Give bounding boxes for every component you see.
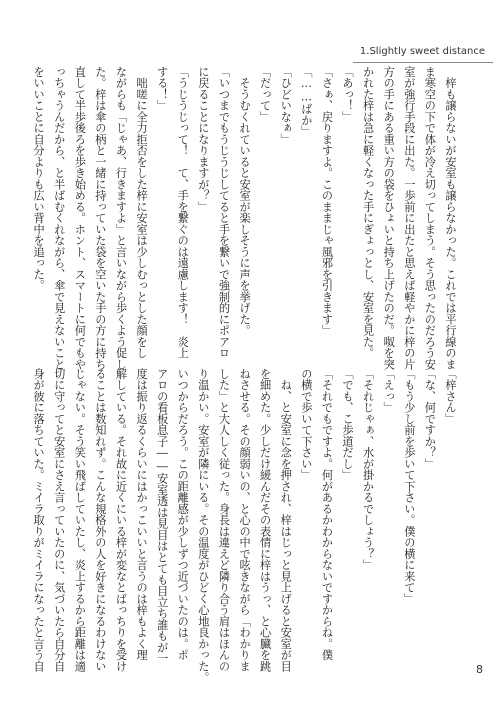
text-column: じゃない。そう笑い飛ばしていたし、炎上するから距離は適 [73, 368, 87, 672]
text-column: 「……ばか」 [299, 66, 313, 138]
text-column: 梓も譲らないが安室も譲らなかった。これでは平行線のま [444, 66, 457, 370]
text-column: 「いつまでもうじうじしてると手を繋いで強制的にポアロ [217, 66, 231, 359]
text-column: 「それでもですよ。何があるかわからないですからね。僕 [320, 368, 334, 661]
text-column: する！」 [155, 66, 169, 111]
text-column: 「だって」 [258, 66, 272, 123]
upper-text-block [32, 66, 460, 370]
text-column: 方の手にある重い方の袋をひょいと持ち上げたのだ。呶を突 [382, 66, 396, 370]
text-column: に戻ることになりますが？」 [196, 66, 210, 213]
running-title: 1.Slightly sweet distance [355, 46, 485, 57]
text-column: いつからだろう。この距離感が少しずつ近づいたのは。ポ [176, 368, 190, 661]
text-column: 「えっ」 [382, 368, 396, 413]
text-column: 「でも、こ歩道だし」 [341, 368, 355, 481]
text-column: 「さぁ、戻りますよ。このままじゃ風邪を引きます」 [320, 66, 334, 336]
text-column: 「うじうじって！ て、手を繋ぐのは遠慮します！ 炎上 [176, 66, 190, 359]
page-number: 8 [476, 663, 483, 676]
text-column: っちゃうんだから、と半ばむくれながら、傘で見えないこと [52, 66, 66, 370]
text-column: 「ひどいなぁ」 [279, 66, 293, 145]
text-column: 直して半歩後ろを歩き始める。ホント、スマートに何でもや [73, 66, 87, 370]
text-column: ま寒空の下で体が冷え切ってしまう。そう思ったのだろう安 [423, 66, 437, 370]
lower-text-block [32, 368, 460, 683]
text-column: した」と大人しく従った。身長は違えど隣り合う肩はほんの [217, 368, 231, 672]
text-column: の横で歩いて下さい」 [299, 368, 313, 481]
text-column: ね、と安室に念を押され、梓はじっと見上げると安室が目 [279, 368, 293, 672]
text-column: ることは数知れず。こんな規格外の人を好きになるわけない [93, 368, 107, 672]
text-column: そうむくれていると安室が楽しそうに声を挙げた。 [238, 66, 252, 336]
text-column: アロの看板息子――安室透は見目はとても目立ち誰もが一 [155, 368, 169, 665]
text-column: ねさせる。その顔弱いの、と心の中で呟きながら「わかりま [238, 368, 252, 672]
text-column: 「梓さん」 [444, 368, 457, 425]
text-column: を細めた。少しだけ緩んだその表情に梓はうっ、と心臓を跳 [258, 368, 272, 672]
text-column: 身が彼に落ちていた。ミイラ取りがミイラになったと言う自 [32, 368, 46, 672]
text-column: 解している。それ故に近くにいる梓が変なとばっちりを受け [114, 368, 128, 672]
text-column: た。梓は傘の柄と一緒に持っていた袋を空いた手の方に持ち [93, 66, 107, 370]
text-column: 「それじゃぁ、水が掛かるでしょう？」 [361, 368, 375, 571]
text-column: をいいことに自分よりも広い背中を追った。 [32, 66, 46, 291]
text-column: り温かい。安室が隣にいる。その温度がひどく心地良かった。 [196, 368, 210, 683]
text-column: 室が強行手段に出た。一歩前に出たと思えば軽やかに梓の片 [402, 66, 416, 370]
text-column: 咄嗟に全力拒否をした梓に安室は少しむっとした顔をし [135, 66, 149, 359]
text-column: 「もう少し前を歩いて下さい。僕の横に来て」 [402, 368, 416, 605]
text-column: 「あっ！」 [341, 66, 355, 123]
text-column: 度は振り返るくらいにはかっこいいと言うのは梓もよく理 [135, 368, 149, 661]
text-column: ながらも「じゃあ、行きますよ」と言いながら歩くよう促し [114, 66, 128, 370]
text-column: かれた梓は急に軽くなった手にぎょっとし、安室を見た。 [361, 66, 375, 359]
text-column: 「な、何ですか？」 [423, 368, 437, 470]
text-column: 切に守ってと安室にさえ言っていたのに、気づいたら自分自 [52, 368, 66, 672]
